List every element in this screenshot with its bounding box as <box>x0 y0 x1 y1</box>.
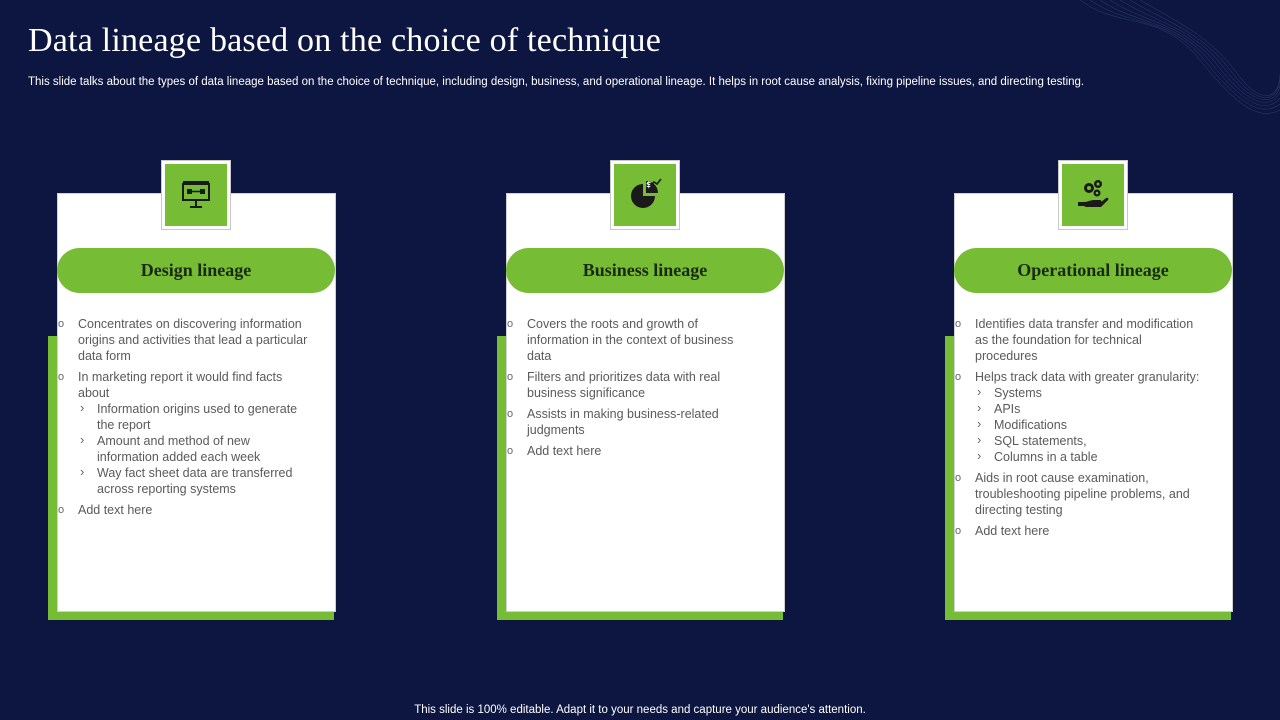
bullet-text: In marketing report it would find facts about <box>78 370 283 400</box>
pie-chart-dollar-icon <box>626 176 664 214</box>
bullet-text: Covers the roots and growth of information in the context of business data <box>527 317 734 363</box>
list-item <box>955 316 1207 364</box>
card-heading: Design lineage <box>57 248 335 293</box>
list-item <box>507 369 759 401</box>
sub-list <box>78 401 310 497</box>
sub-list-item: › Information origins used to generate the report <box>78 401 310 433</box>
sub-list-item: › Systems <box>975 385 1207 401</box>
bullet-text: Aids in root cause examination, troubleshooting pipeline problems, and directing testing <box>975 471 1190 517</box>
sub-list-item: › Way fact sheet data are transferred across reporting systems <box>78 465 310 497</box>
sub-list-item: › Columns in a table <box>975 449 1207 465</box>
sub-list-item: › Amount and method of new information added each week <box>78 433 310 465</box>
list-item <box>955 369 1207 465</box>
bullet-list <box>507 316 759 464</box>
list-item <box>58 316 310 364</box>
slide-footer: This slide is 100% editable. Adapt it to your needs and capture your audience's attention. <box>414 704 866 716</box>
card-business-lineage <box>497 160 785 622</box>
sub-list-item: › APIs <box>975 401 1207 417</box>
card-design-lineage <box>48 160 336 622</box>
list-item <box>507 316 759 364</box>
card-icon-frame <box>1058 160 1128 230</box>
list-item <box>58 502 310 518</box>
card-icon-frame <box>610 160 680 230</box>
list-item <box>955 470 1207 518</box>
sub-list <box>975 385 1207 465</box>
sub-list-item: › Modifications <box>975 417 1207 433</box>
bullet-text: Identifies data transfer and modification as the foundation for technical procedures <box>975 317 1194 363</box>
bullet-text: Assists in making business-related judgments <box>527 407 719 437</box>
slide-title: Data lineage based on the choice of technique <box>28 22 662 59</box>
slide-subtitle: This slide talks about the types of data lineage based on the choice of technique, including design, business, and operational lineage. It helps in root cause analysis, fixing pipeline issues, and directing testing. <box>28 76 1085 88</box>
svg-text:$: $ <box>646 180 652 189</box>
bullet-list <box>955 316 1207 544</box>
card-icon-frame <box>161 160 231 230</box>
bullet-text: Concentrates on discovering information origins and activities that lead a particular data form <box>78 317 308 363</box>
list-item <box>955 523 1207 539</box>
bullet-text: Filters and prioritizes data with real business significance <box>527 370 721 400</box>
card-heading: Business lineage <box>506 248 784 293</box>
card-heading: Operational lineage <box>954 248 1232 293</box>
flowchart-icon <box>179 178 213 212</box>
bullet-text: Add text here <box>78 503 153 517</box>
sub-list-item: › SQL statements, <box>975 433 1207 449</box>
bullet-list <box>58 316 310 523</box>
decorative-wave-lines <box>1080 0 1280 140</box>
card-operational-lineage <box>945 160 1233 622</box>
bullet-text: Add text here <box>975 524 1050 538</box>
list-item <box>507 443 759 459</box>
bullet-text: Helps track data with greater granularity: <box>975 370 1200 384</box>
list-item <box>58 369 310 497</box>
bullet-text: Add text here <box>527 444 602 458</box>
hand-gears-icon <box>1074 176 1112 214</box>
list-item <box>507 406 759 438</box>
